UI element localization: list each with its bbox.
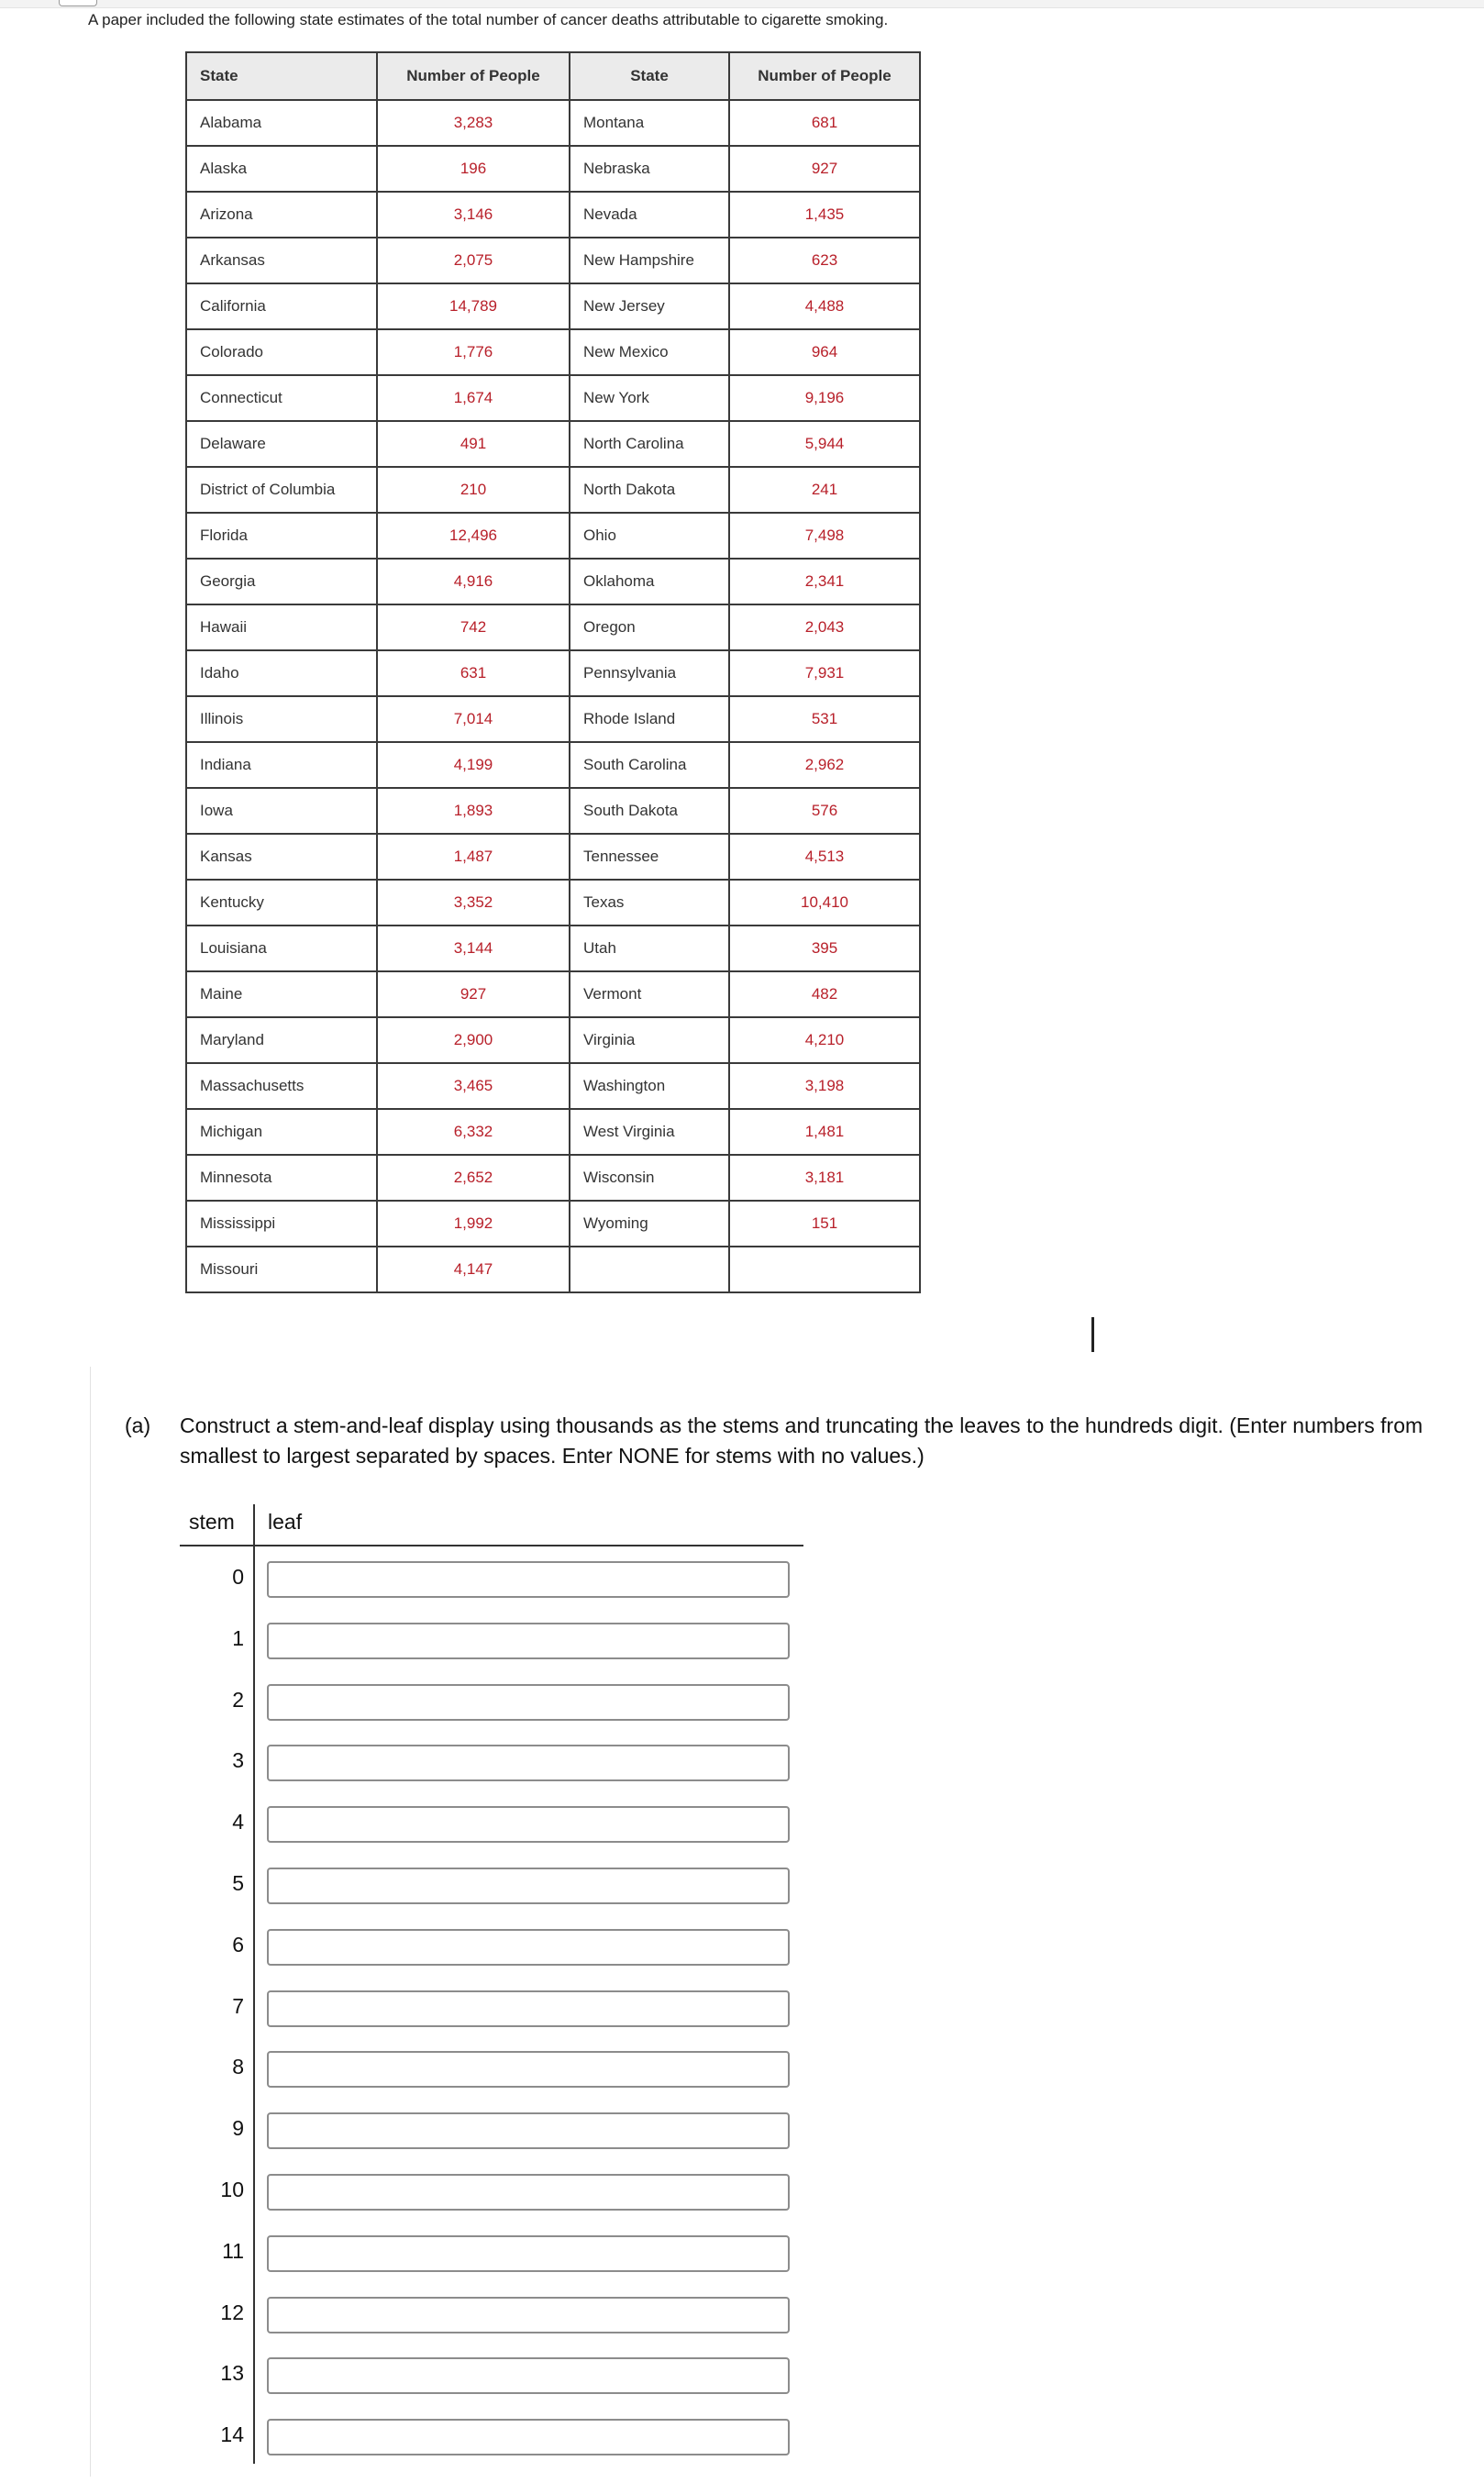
stem-label: 3: [232, 1748, 244, 1773]
number-of-people-cell: 9,196: [729, 375, 920, 421]
table-row: [186, 192, 920, 238]
table-row: [186, 238, 920, 283]
number-of-people-cell: 10,410: [729, 880, 920, 926]
state-name-cell: Ohio: [570, 513, 729, 559]
state-name-cell: Missouri: [186, 1247, 377, 1292]
state-name-cell: New York: [570, 375, 729, 421]
state-name-cell: Kansas: [186, 834, 377, 880]
leaf-input-stem-1[interactable]: [267, 1623, 790, 1659]
table-row: [186, 650, 920, 696]
state-name-cell: Rhode Island: [570, 696, 729, 742]
stem-label: 10: [220, 2177, 244, 2201]
leaf-input-stem-7[interactable]: [267, 1990, 790, 2027]
state-name-cell: Louisiana: [186, 926, 377, 971]
state-name-cell: Illinois: [186, 696, 377, 742]
stem-leaf-row: [180, 2404, 803, 2466]
question-text: Construct a stem-and-leaf display using thousands as the stems and truncating the leaves to the hundreds digit. (Enter numbers from smallest to largest separated by spaces. Enter NONE for stems with no values.): [180, 1413, 1423, 1468]
number-of-people-cell: 7,498: [729, 513, 920, 559]
header-number-2: Number of People: [729, 52, 920, 100]
stem-label: 14: [220, 2422, 244, 2447]
state-name-cell: Texas: [570, 880, 729, 926]
top-toolbar-strip: [0, 0, 1484, 8]
state-name-cell: North Dakota: [570, 467, 729, 513]
state-name-cell: California: [186, 283, 377, 329]
state-name-cell: Minnesota: [186, 1155, 377, 1201]
number-of-people-cell: 3,283: [377, 100, 570, 146]
leaf-input-stem-13[interactable]: [267, 2357, 790, 2394]
table-row: [186, 100, 920, 146]
state-name-cell: Florida: [186, 513, 377, 559]
stem-label: 4: [232, 1810, 244, 1835]
number-of-people-cell: 12,496: [377, 513, 570, 559]
state-name-cell: Nebraska: [570, 146, 729, 192]
number-of-people-cell: 3,144: [377, 926, 570, 971]
state-name-cell: New Jersey: [570, 283, 729, 329]
state-name-cell: Mississippi: [186, 1201, 377, 1247]
stem-leaf-row: [180, 1914, 803, 1976]
stem-label: 13: [220, 2361, 244, 2386]
leaf-header: leaf: [268, 1510, 303, 1534]
state-data-table: [185, 51, 921, 1293]
stem-label: 12: [220, 2300, 244, 2324]
stem-label: 7: [232, 1993, 244, 2018]
number-of-people-cell: 1,674: [377, 375, 570, 421]
table-row: [186, 283, 920, 329]
number-of-people-cell: 14,789: [377, 283, 570, 329]
table-row: [186, 926, 920, 971]
table-row: [186, 971, 920, 1017]
stem-label: 5: [232, 1870, 244, 1895]
state-name-cell: Vermont: [570, 971, 729, 1017]
number-of-people-cell: 7,931: [729, 650, 920, 696]
number-of-people-cell: 196: [377, 146, 570, 192]
state-name-cell: Indiana: [186, 742, 377, 788]
number-of-people-cell: 3,181: [729, 1155, 920, 1201]
table-row: [186, 1247, 920, 1292]
number-of-people-cell: 631: [377, 650, 570, 696]
number-of-people-cell: 2,341: [729, 559, 920, 604]
state-name-cell: Alaska: [186, 146, 377, 192]
state-name-cell: Arizona: [186, 192, 377, 238]
state-name-cell: Iowa: [186, 788, 377, 834]
stem-leaf-row: [180, 1791, 803, 1853]
number-of-people-cell: 6,332: [377, 1109, 570, 1155]
number-of-people-cell: 623: [729, 238, 920, 283]
question-label: (a): [125, 1413, 151, 1437]
header-state-1: State: [186, 52, 377, 100]
number-of-people-cell: 4,488: [729, 283, 920, 329]
number-of-people-cell: 2,043: [729, 604, 920, 650]
table-row: [186, 1155, 920, 1201]
number-of-people-cell: 2,900: [377, 1017, 570, 1063]
number-of-people-cell: 2,075: [377, 238, 570, 283]
table-row: [186, 834, 920, 880]
state-name-cell: Maine: [186, 971, 377, 1017]
state-name-cell: Michigan: [186, 1109, 377, 1155]
number-of-people-cell: 1,776: [377, 329, 570, 375]
header-state-2: State: [570, 52, 729, 100]
stem-leaf-row: [180, 1976, 803, 2037]
state-name-cell: Massachusetts: [186, 1063, 377, 1109]
state-name-cell: Virginia: [570, 1017, 729, 1063]
collapse-tab[interactable]: [59, 0, 97, 6]
state-name-cell: Nevada: [570, 192, 729, 238]
state-name-cell: Washington: [570, 1063, 729, 1109]
state-name-cell: Delaware: [186, 421, 377, 467]
table-row: [186, 421, 920, 467]
question-a: [125, 1411, 1473, 1471]
stem-leaf-row: [180, 2036, 803, 2098]
table-row: [186, 375, 920, 421]
table-row: [186, 329, 920, 375]
leaf-input-stem-9[interactable]: [267, 2112, 790, 2149]
state-name-cell: New Hampshire: [570, 238, 729, 283]
state-name-cell: Wisconsin: [570, 1155, 729, 1201]
table-row: [186, 1017, 920, 1063]
number-of-people-cell: 576: [729, 788, 920, 834]
number-of-people-cell: 927: [729, 146, 920, 192]
number-of-people-cell: 531: [729, 696, 920, 742]
stem-leaf-row: [180, 2159, 803, 2221]
stem-leaf-row: [180, 2098, 803, 2159]
stem-leaf-rows: [180, 1546, 803, 2466]
state-name-cell: Connecticut: [186, 375, 377, 421]
number-of-people-cell: 5,944: [729, 421, 920, 467]
stem-label: 11: [222, 2238, 244, 2263]
table-row: [186, 742, 920, 788]
number-of-people-cell: 4,210: [729, 1017, 920, 1063]
table-row: [186, 559, 920, 604]
state-name-cell: Montana: [570, 100, 729, 146]
state-name-cell: Hawaii: [186, 604, 377, 650]
number-of-people-cell: 3,465: [377, 1063, 570, 1109]
number-of-people-cell: 681: [729, 100, 920, 146]
table-row: [186, 467, 920, 513]
number-of-people-cell: 4,916: [377, 559, 570, 604]
number-of-people-cell: 7,014: [377, 696, 570, 742]
stem-header: stem: [189, 1510, 235, 1534]
state-name-cell: Pennsylvania: [570, 650, 729, 696]
number-of-people-cell: 2,652: [377, 1155, 570, 1201]
table-row: [186, 788, 920, 834]
stem-label: 0: [232, 1565, 244, 1589]
text-cursor: [1091, 1317, 1094, 1352]
table-row: [186, 604, 920, 650]
state-name-cell: Arkansas: [186, 238, 377, 283]
leaf-input-stem-12[interactable]: [267, 2297, 790, 2333]
stem-leaf-display: [180, 1504, 803, 2466]
table-row: [186, 146, 920, 192]
state-name-cell: [570, 1247, 729, 1292]
leaf-input-stem-4[interactable]: [267, 1806, 790, 1843]
state-name-cell: South Dakota: [570, 788, 729, 834]
state-name-cell: Alabama: [186, 100, 377, 146]
number-of-people-cell: 964: [729, 329, 920, 375]
state-name-cell: Georgia: [186, 559, 377, 604]
state-name-cell: District of Columbia: [186, 467, 377, 513]
number-of-people-cell: 1,992: [377, 1201, 570, 1247]
number-of-people-cell: 395: [729, 926, 920, 971]
number-of-people-cell: 4,513: [729, 834, 920, 880]
stem-leaf-row: [180, 1730, 803, 1791]
state-name-cell: South Carolina: [570, 742, 729, 788]
state-name-cell: Oklahoma: [570, 559, 729, 604]
table-row: [186, 1109, 920, 1155]
state-name-cell: Wyoming: [570, 1201, 729, 1247]
number-of-people-cell: 4,199: [377, 742, 570, 788]
number-of-people-cell: 491: [377, 421, 570, 467]
leaf-input-stem-10[interactable]: [267, 2174, 790, 2211]
number-of-people-cell: 482: [729, 971, 920, 1017]
table-row: [186, 696, 920, 742]
table-header-row: [186, 52, 920, 100]
leaf-input-stem-8[interactable]: [267, 2051, 790, 2088]
number-of-people-cell: [729, 1247, 920, 1292]
state-name-cell: Utah: [570, 926, 729, 971]
state-name-cell: Maryland: [186, 1017, 377, 1063]
stem-leaf-row: [180, 1546, 803, 1608]
problem-intro: A paper included the following state estimates of the total number of cancer deaths attributable to cigarette smoking.: [88, 11, 889, 28]
leaf-input-stem-11[interactable]: [267, 2235, 790, 2272]
state-name-cell: Tennessee: [570, 834, 729, 880]
leaf-input-stem-3[interactable]: [267, 1745, 790, 1781]
state-name-cell: New Mexico: [570, 329, 729, 375]
table-row: [186, 880, 920, 926]
stem-leaf-header: [180, 1504, 803, 1546]
number-of-people-cell: 927: [377, 971, 570, 1017]
state-name-cell: North Carolina: [570, 421, 729, 467]
state-name-cell: Oregon: [570, 604, 729, 650]
stem-label: 9: [232, 2116, 244, 2141]
number-of-people-cell: 1,487: [377, 834, 570, 880]
table-row: [186, 513, 920, 559]
stem-label: 8: [232, 2055, 244, 2079]
number-of-people-cell: 742: [377, 604, 570, 650]
number-of-people-cell: 3,146: [377, 192, 570, 238]
stem-leaf-row: [180, 1853, 803, 1914]
header-number-1: Number of People: [377, 52, 570, 100]
stem-label: 1: [232, 1625, 244, 1650]
number-of-people-cell: 2,962: [729, 742, 920, 788]
leaf-input-stem-0[interactable]: [267, 1561, 790, 1598]
stem-leaf-row: [180, 1669, 803, 1731]
number-of-people-cell: 241: [729, 467, 920, 513]
table-body: [186, 100, 920, 1292]
leaf-input-stem-2[interactable]: [267, 1684, 790, 1721]
state-name-cell: Colorado: [186, 329, 377, 375]
stem-label: 2: [232, 1687, 244, 1712]
stem-leaf-row: [180, 2221, 803, 2282]
leaf-input-stem-6[interactable]: [267, 1929, 790, 1966]
state-name-cell: West Virginia: [570, 1109, 729, 1155]
number-of-people-cell: 210: [377, 467, 570, 513]
number-of-people-cell: 151: [729, 1201, 920, 1247]
number-of-people-cell: 4,147: [377, 1247, 570, 1292]
stem-leaf-row: [180, 1608, 803, 1669]
stem-label: 6: [232, 1932, 244, 1956]
table-row: [186, 1063, 920, 1109]
number-of-people-cell: 3,352: [377, 880, 570, 926]
left-margin-line: [90, 1367, 91, 2477]
stem-leaf-row: [180, 2343, 803, 2404]
number-of-people-cell: 1,435: [729, 192, 920, 238]
stem-leaf-row: [180, 2282, 803, 2344]
leaf-input-stem-14[interactable]: [267, 2419, 790, 2455]
table-row: [186, 1201, 920, 1247]
number-of-people-cell: 3,198: [729, 1063, 920, 1109]
number-of-people-cell: 1,893: [377, 788, 570, 834]
state-name-cell: Kentucky: [186, 880, 377, 926]
number-of-people-cell: 1,481: [729, 1109, 920, 1155]
leaf-input-stem-5[interactable]: [267, 1868, 790, 1904]
state-name-cell: Idaho: [186, 650, 377, 696]
